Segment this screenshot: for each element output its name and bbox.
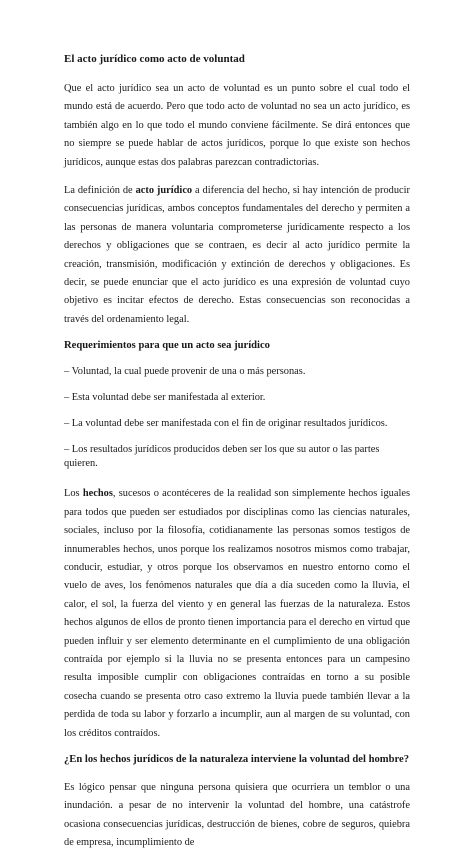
paragraph-acto-voluntad: Que el acto jurídico sea un acto de voluntad es un punto sobre el cual todo el mundo está de acuerdo. Pero que todo acto de voluntad no sea un acto jurídico, es también algo en lo que todo el mundo conviene fácilmente. Se dirá entonces que no siempre se puede hablar de actos jurídicos, porque lo que existe son hechos jurídicos, aunque estas dos palabras parezcan contradictorias.	[64, 83, 410, 168]
requirement-item: – Los resultados jurídicos producidos deben ser los que su autor o las partes quieren.	[64, 444, 380, 470]
document-title: El acto jurídico como acto de voluntad	[64, 53, 245, 65]
question-heading: ¿En los hechos jurídicos de la naturaleza interviene la voluntad del hombre?	[64, 753, 409, 765]
requirements-list	[64, 365, 410, 471]
paragraph-text: La definición de	[64, 185, 136, 197]
paragraph-text: , sucesos o acontéceres de la realidad son simplemente hechos iguales para todos que pueden ser estudiados por disciplinas como las ciencias naturales, sociales, incluso por la filosofía, cotidianamente las personas somos testigos de innumerables hechos, unos porque los realizamos nosotros mismos como trabajar, conducir, estudiar, y otros porque los observamos en nuestro entorno como el vuelo de aves, los fenómenos naturales que día a día suceden como la lluvia, el calor, el sol, la fuerza del viento y en general las fuerzas de la naturaleza. Estos hechos algunos de ellos de pronto tienen importancia para el derecho en virtud que pueden influir y ser elemento determinante en el cumplimiento de una obligación contraída por ejemplo si la lluvia no se presenta entonces para un campesino resulta imposible cumplir con obligaciones contraídas en torno a su posible cosecha cuando se presenta otro caso extremo la lluvia puede también llevar a la perdida de toda su labor y forzarlo a incumplir, aun al margen de su voluntad, con los créditos contraídos.	[64, 488, 410, 739]
requirement-item: – Voluntad, la cual puede provenir de una o más personas.	[64, 366, 306, 378]
requirement-item: – Esta voluntad debe ser manifestada al exterior.	[64, 392, 266, 404]
paragraph-text: a diferencia del hecho, si hay intención de producir consecuencias jurídicas, ambos conceptos fundamentales del derecho y permiten a las personas de manera voluntaria comprometerse jurídicamente respecto a los derechos y obligaciones que se contraen, es decir al acto jurídico permite la creación, transmisión, modificación y extinción de derechos y obligaciones. Es decir, se puede enunciar que el acto jurídico es una expresión de voluntad cuyo objetivo es incitar efectos de derecho. Estas consecuencias son reconocidas a través del ordenamiento legal.	[64, 185, 410, 325]
paragraph-definicion-acto	[64, 182, 410, 329]
bold-term-acto-juridico: acto jurídico	[135, 185, 193, 197]
bold-term-hechos: hechos	[82, 488, 113, 500]
paragraph-text: Los	[64, 488, 83, 500]
requirement-item: – La voluntad debe ser manifestada con el fin de originar resultados jurídicos.	[64, 418, 388, 430]
paragraph-logico: Es lógico pensar que ninguna persona quisiera que ocurriera un temblor o una inundación. a pesar de no intervenir la voluntad del hombre, una catástrofe ocasiona consecuencias jurídicas, destrucción de bienes, cobre de seguros, quiebra de empresa, incumplimiento de	[64, 781, 410, 849]
document-page	[64, 52, 410, 863]
requirements-heading: Requerimientos para que un acto sea jurídico	[64, 340, 270, 352]
paragraph-hechos	[64, 485, 410, 743]
